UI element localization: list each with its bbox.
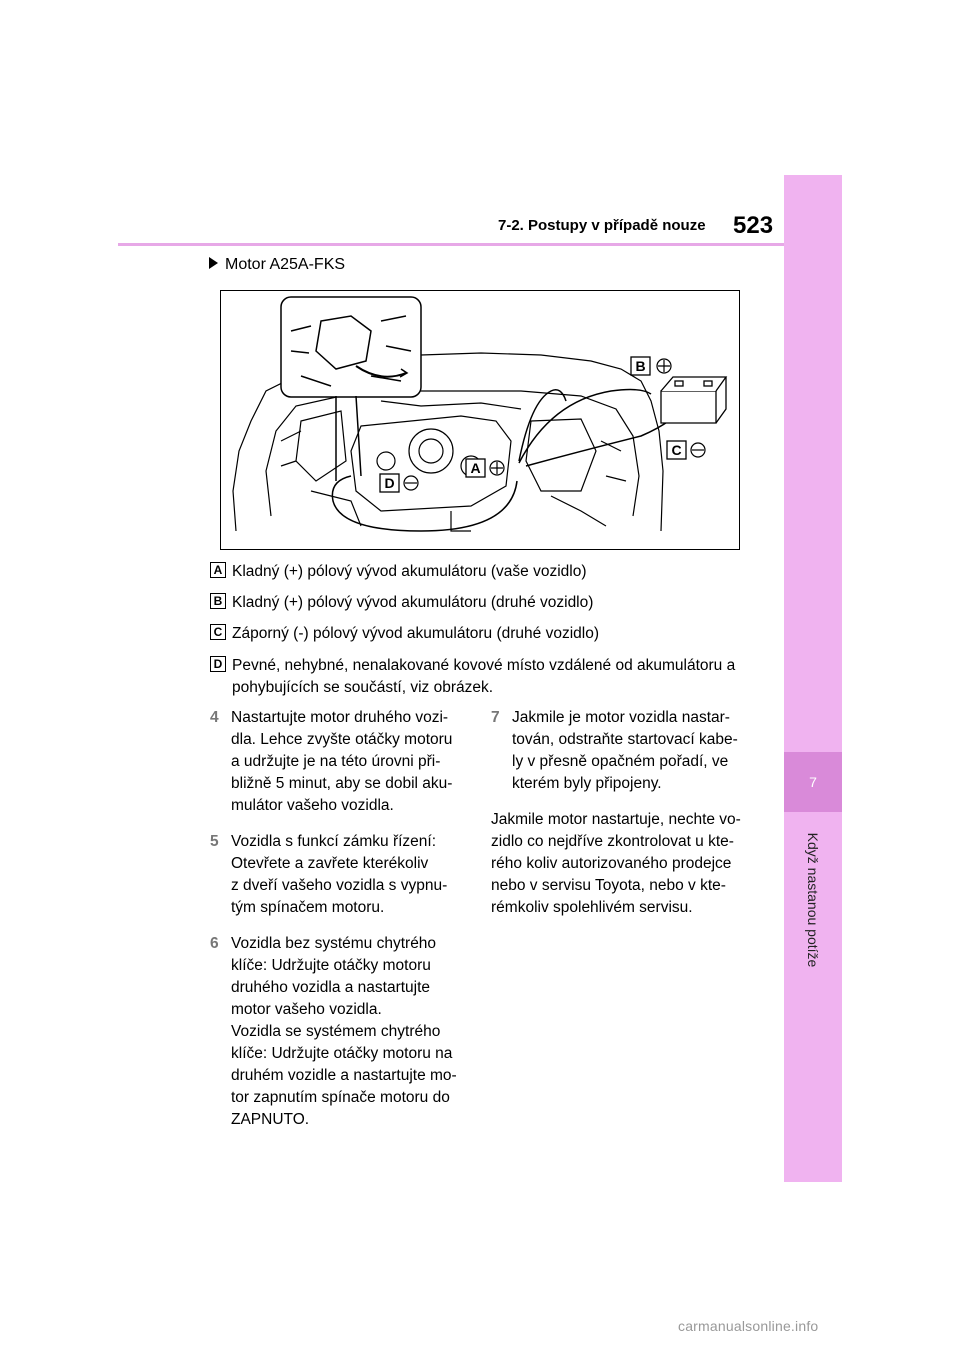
legend-text-b: Kladný (+) pólový vývod akumulátoru (druhé vozidlo)	[232, 594, 594, 611]
chapter-number-badge: 7	[784, 752, 842, 812]
triangle-bullet-icon	[209, 257, 218, 269]
engine-bay-drawing	[221, 291, 738, 548]
label-d: D	[384, 475, 395, 491]
label-b: B	[635, 358, 646, 374]
legend-item-b	[210, 592, 760, 614]
step-number: 6	[210, 935, 219, 952]
legend-text-c: Záporný (-) pólový vývod akumulátoru (druhé vozidlo)	[232, 625, 599, 642]
closing-paragraph: Jakmile motor nastartuje, nechte vo- zidlo co nejdříve zkontrolovat u kte- rého koliv autorizovaného prodejce nebo v servisu Toyota, nebo v kte- rémkoliv spolehlivém servisu.	[491, 811, 741, 916]
page-number: 523	[733, 212, 774, 239]
step-text: Nastartujte motor druhého vozi- dla. Lehce zvyšte otáčky motoru a udržujte je na této úrovni při- bližně 5 minut, aby se dobil aku- mulátor vašeho vozidla.	[231, 709, 453, 814]
legend-badge-a: A	[210, 562, 226, 578]
step-5	[210, 831, 480, 919]
legend-text-d: Pevné, nehybné, nenalakované kovové místo vzdálené od akumulátoru a pohybujících se součástí, viz obrázek.	[232, 657, 736, 696]
step-text: Vozidla bez systému chytrého klíče: Udržujte otáčky motoru druhého vozidla a nastartujte motor vašeho vozidla. Vozidla se systémem chytrého klíče: Udržujte otáčky motoru na druhém vozidle a nastartujte mo- tor zapnutím spínače motoru do ZAPNUTO.	[231, 935, 457, 1128]
watermark: carmanualsonline.info	[678, 1318, 819, 1334]
label-d-group	[380, 474, 418, 492]
engine-circle	[409, 429, 453, 473]
step-4	[210, 707, 480, 817]
step-7	[491, 707, 766, 795]
label-c: C	[671, 442, 682, 458]
step-text: Jakmile je motor vozidla nastar- tován, odstraňte startovací kabe- ly v přesně opačném pořadí, ve kterém byly připojeny.	[512, 709, 738, 792]
label-b-group	[631, 357, 671, 375]
jump-start-illustration	[220, 290, 740, 550]
header-divider	[118, 243, 784, 246]
legend-badge-c: C	[210, 624, 226, 640]
engine-heading	[209, 256, 345, 274]
engine-heading-text: Motor A25A-FKS	[225, 256, 346, 273]
chapter-side-tab	[784, 175, 842, 1182]
legend-badge-d: D	[210, 656, 226, 672]
step-text: Vozidla s funkcí zámku řízení: Otevřete a zavřete kterékoliv z dveří vašeho vozidla s vypnu- tým spínačem motoru.	[231, 833, 448, 916]
chapter-title-vertical: Když nastanou potíže	[805, 832, 821, 968]
section-title: 7-2. Postupy v případě nouze	[498, 217, 706, 234]
second-vehicle-battery	[661, 377, 726, 423]
legend-item-a	[210, 561, 760, 583]
legend-badge-b: B	[210, 593, 226, 609]
step-number: 4	[210, 709, 219, 726]
step-number: 7	[491, 709, 500, 726]
legend-text-a: Kladný (+) pólový vývod akumulátoru (vaše vozidlo)	[232, 563, 587, 580]
label-c-group	[667, 441, 705, 459]
step-number: 5	[210, 833, 219, 850]
right-column	[491, 707, 766, 919]
step-6	[210, 933, 480, 1131]
legend-item-c	[210, 623, 760, 645]
label-a: A	[470, 460, 481, 476]
left-column	[210, 707, 480, 1145]
label-a-group	[466, 459, 504, 477]
legend-item-d	[210, 655, 760, 699]
